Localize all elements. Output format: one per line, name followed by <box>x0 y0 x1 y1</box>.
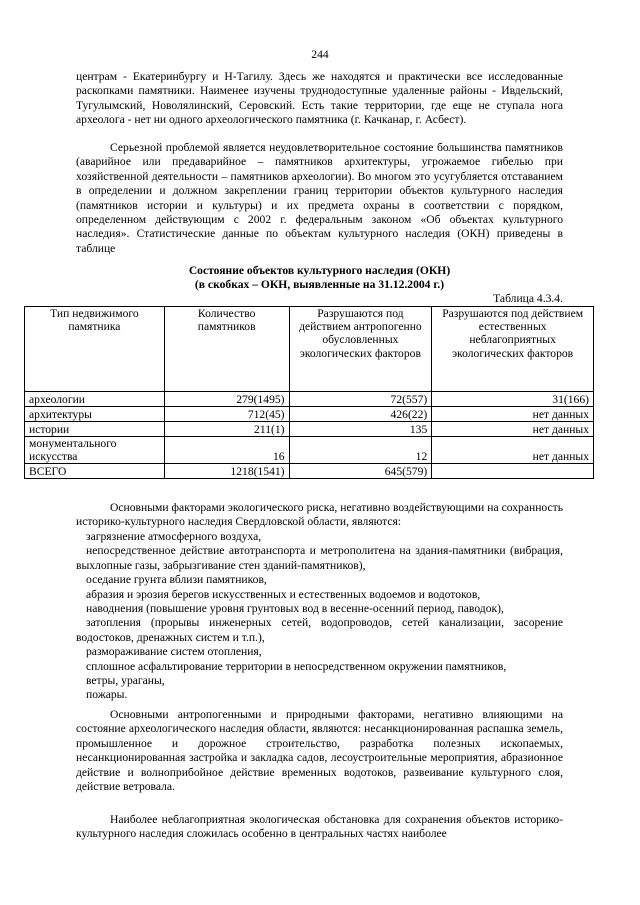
list-item: пожары. <box>86 688 128 702</box>
table-caption-line-1: Состояние объектов культурного наследия (ОКН) <box>188 264 451 277</box>
list-item: сплошное асфальтирование территории в непосредственном окружении памятников, <box>86 659 507 673</box>
cell-count: 1218(1541) <box>164 464 289 479</box>
list-item: ветры, ураганы, <box>86 674 165 688</box>
header-count: Количество памятников <box>164 307 289 392</box>
cell-natural <box>432 464 594 479</box>
table-row <box>25 422 594 437</box>
cell-natural: нет данных <box>432 437 594 464</box>
table-header-row <box>25 307 594 392</box>
paragraph-intro <box>76 70 563 128</box>
table-row-total <box>25 464 594 479</box>
cell-natural: нет данных <box>432 407 594 422</box>
paragraph-ecological-situation <box>76 813 563 842</box>
list-item: размораживание систем отопления, <box>86 645 262 659</box>
cell-type: архитектуры <box>25 407 165 422</box>
table-row <box>25 407 594 422</box>
paragraph-archaeology-factors <box>76 708 563 794</box>
okn-status-table <box>24 306 594 479</box>
list-item: абразия и эрозия берегов искусственных и естественных водоемов и водотоков, <box>86 587 481 601</box>
cell-anthropogenic: 72(557) <box>289 392 432 407</box>
header-natural: Разрушаются под действием естественных неблагоприятных экологических факторов <box>432 307 594 392</box>
table-label: Таблица 4.3.4. <box>493 292 563 305</box>
header-anthropogenic: Разрушаются под действием антропогенно обусловленных экологических факторов <box>289 307 432 392</box>
cell-count: 211(1) <box>164 422 289 437</box>
cell-type: археологии <box>25 392 165 407</box>
paragraph-2: Серьезной проблемой является неудовлетворительное состояние большинства памятников (аварийное или предаварийное – памятников архитектуры, угрожаемое гибелью при хозяйственной деятельности – памятников археологии). Во многом это усугубляется отставанием в определении и должном закреплении границ территории объектов культурного наследия (памятников истории и культуры) и их предмета охраны в соответствии с порядком, определенном действующим с 2002 г. федеральным законом «Об объектах культурного наследия». Статистические данные по объектам культурного наследия (ОКН) приведены в таблице <box>76 141 563 255</box>
paragraph-problem <box>76 141 563 256</box>
cell-natural: нет данных <box>432 422 594 437</box>
table-caption-line-2: (в скобках – ОКН, выявленные на 31.12.2004 г.) <box>194 278 445 292</box>
cell-anthropogenic: 12 <box>289 437 432 464</box>
page-number: 244 <box>311 48 329 61</box>
table-row <box>25 437 594 464</box>
list-item: оседание грунта вблизи памятников, <box>86 573 267 587</box>
risk-factor-items <box>76 530 563 703</box>
table-caption <box>76 264 563 293</box>
paragraph-1: центрам - Екатеринбургу и Н-Тагилу. Здесь же находятся и практически все исследованные раскопками памятники. Наименее изучены труднодоступные удаленные районы - Ивдельский, Тугулымский, Новолялинский, Серовский. Есть такие территории, где еще не ступала нога археолога - нет ни одного археологического памятника (г. Качканар, г. Асбест). <box>76 70 563 127</box>
cell-type: ВСЕГО <box>25 464 165 479</box>
cell-anthropogenic: 645(579) <box>289 464 432 479</box>
cell-natural: 31(166) <box>432 392 594 407</box>
cell-type: монументального искусства <box>25 437 165 464</box>
list-item: затопления (прорывы инженерных сетей, водопроводов, сетей канализации, засорение водостоков, дренажных систем и т.п.), <box>76 616 563 644</box>
paragraph-3: Основными факторами экологического риска, негативно воздействующими на сохранность историко-культурного наследия Свердловской области, являются: <box>76 501 563 529</box>
paragraph-4: Основными антропогенными и природными факторами, негативно влияющими на состояние археологического наследия области, являются: несанкционированная распашка земель, промышленное и дорожное строительство, разработка полезных ископаемых, несанкционированная застройка и закладка садов, лесоустроительные мероприятия, абразионное действие и волноприбойное действие временных водотоков, развеивание культурного слоя, действие ветровала. <box>76 708 563 794</box>
list-item: наводнения (повышение уровня грунтовых вод в весенне-осенний период, паводок), <box>86 602 504 616</box>
cell-anthropogenic: 426(22) <box>289 407 432 422</box>
list-item: загрязнение атмосферного воздуха, <box>86 530 262 543</box>
table-row <box>25 392 594 407</box>
paragraph-risk-intro <box>76 501 563 530</box>
cell-count: 279(1495) <box>164 392 289 407</box>
cell-anthropogenic: 135 <box>289 422 432 437</box>
header-type: Тип недвижимого памятника <box>25 307 165 392</box>
cell-count: 16 <box>164 437 289 464</box>
paragraph-5: Наиболее неблагоприятная экологическая обстановка для сохранения объектов историко-культурного наследия сложилась особенно в центральных частях наиболее <box>76 813 563 841</box>
cell-type: истории <box>25 422 165 437</box>
cell-count: 712(45) <box>164 407 289 422</box>
list-item: непосредственное действие автотранспорта и метрополитена на здания-памятники (вибрация, выхлопные газы, забрызгивание стен зданий-памятников), <box>76 544 563 572</box>
